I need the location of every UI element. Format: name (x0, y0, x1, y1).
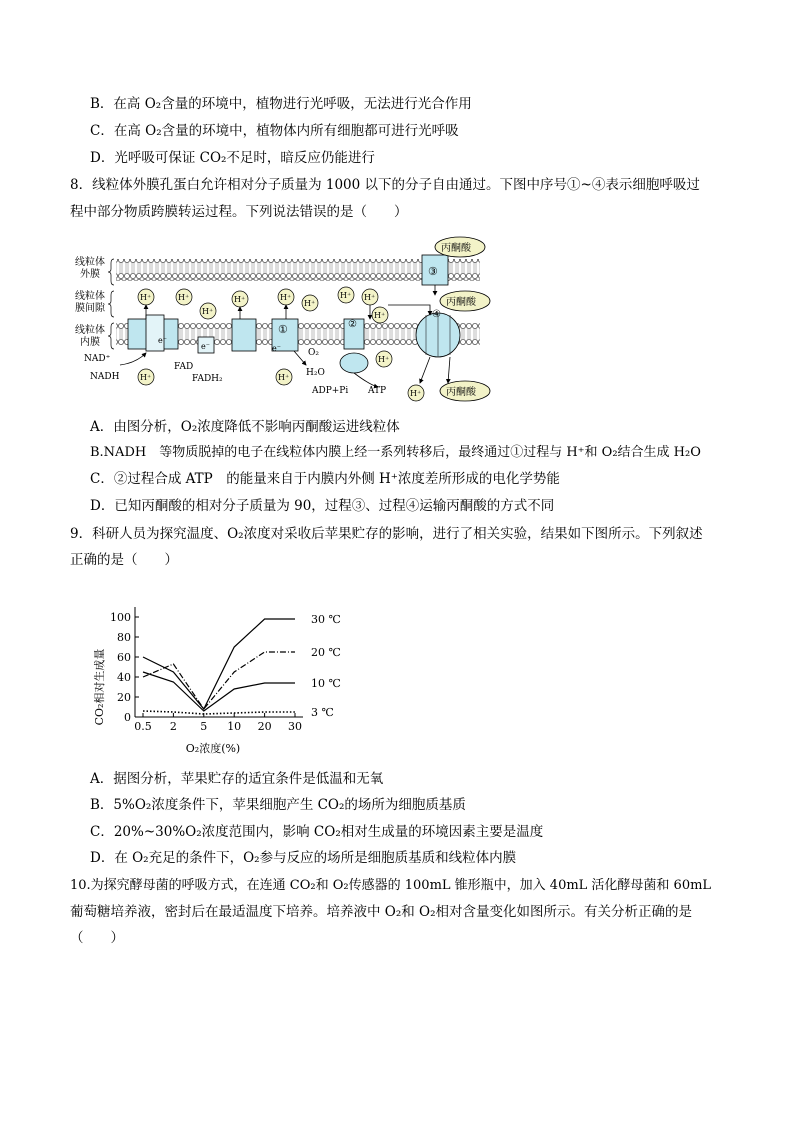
pyruvate-middle: 丙酮酸 (446, 297, 476, 308)
label-inner-membrane-2: 内膜 (80, 337, 100, 348)
series-line-3 (143, 711, 295, 714)
svg-text:H⁺: H⁺ (410, 389, 422, 398)
y-tick-label: 60 (117, 651, 131, 664)
co2-production-chart (85, 595, 345, 760)
series-label-2: 10 ℃ (311, 677, 341, 690)
q10-stem-line1: 10.为探究酵母菌的呼吸方式，在连通 CO₂和 O₂传感器的 100mL 锥形瓶中，加入 40mL 活化酵母菌和 60mL (70, 878, 712, 893)
label-intermembrane-2: 膜间隙 (75, 303, 105, 314)
q9-option-a: A．据图分析，苹果贮存的适宜条件是低温和无氧 (90, 771, 384, 787)
q9-option-b: B．5%O₂浓度条件下，苹果细胞产生 CO₂的场所为细胞质基质 (90, 797, 466, 813)
pyruvate-bottom: 丙酮酸 (446, 387, 476, 398)
label-inner-membrane-1: 线粒体 (75, 325, 105, 336)
complex-iii (232, 319, 256, 351)
svg-text:H⁺: H⁺ (234, 295, 246, 304)
svg-text:H₂O: H₂O (306, 368, 325, 378)
svg-text:e⁻: e⁻ (272, 344, 281, 353)
svg-text:e⁻: e⁻ (158, 336, 167, 345)
y-tick-label: 20 (117, 691, 131, 704)
q9-option-c: C．20%~30%O₂浓度范围内，影响 CO₂相对生成量的环境因素主要是温度 (90, 824, 544, 840)
series-label-3: 3 ℃ (311, 706, 334, 719)
svg-text:FADH₂: FADH₂ (192, 374, 223, 384)
label-4: ④ (432, 309, 441, 320)
q9-option-d: D．在 O₂充足的条件下，O₂参与反应的场所是细胞质基质和线粒体内膜 (90, 850, 517, 866)
label-intermembrane-1: 线粒体 (75, 291, 105, 302)
svg-text:ADP+Pi: ADP+Pi (312, 386, 349, 396)
svg-text:H⁺: H⁺ (140, 293, 152, 302)
chart-xlabel: O₂浓度(%) (185, 742, 241, 755)
q7-option-c: C．在高 O₂含量的环境中，植物体内所有细胞都可进行光呼吸 (90, 123, 459, 139)
label-outer-membrane-2: 外膜 (80, 269, 100, 280)
q9-stem-line1: 9．科研人员为探究温度、O₂浓度对采收后苹果贮存的影响，进行了相关实验，结果如下图所示。下列叙述 (70, 526, 703, 542)
svg-text:H⁺: H⁺ (364, 293, 376, 302)
svg-text:NADH: NADH (90, 372, 120, 382)
q10-stem-line3: （ ） (70, 930, 124, 946)
series-label-1: 20 ℃ (311, 646, 341, 659)
q9-stem-line2: 正确的是（ ） (70, 552, 178, 568)
q7-option-d: D．光呼吸可保证 CO₂不足时，暗反应仍能进行 (90, 150, 375, 166)
x-tick-label: 2 (169, 720, 177, 733)
svg-text:NAD⁺: NAD⁺ (84, 354, 111, 364)
q8-stem-line2: 程中部分物质跨膜转运过程。下列说法错误的是（ ） (70, 204, 408, 220)
svg-text:H⁺: H⁺ (140, 373, 152, 382)
x-tick-label: 20 (257, 720, 272, 733)
series-line-0 (143, 619, 295, 709)
label-outer-membrane-1: 线粒体 (75, 257, 105, 268)
pyruvate-top: 丙酮酸 (441, 243, 471, 254)
svg-text:H⁺: H⁺ (304, 299, 316, 308)
svg-text:H⁺: H⁺ (374, 311, 386, 320)
q8-option-a: A．由图分析，O₂浓度降低不影响丙酮酸运进线粒体 (90, 419, 400, 435)
mitochondria-membrane-diagram (70, 235, 500, 410)
q8-option-b: B.NADH 等物质脱掉的电子在线粒体内膜上经一系列转移后，最终通过①过程与 H⁺和 O₂结合生成 H₂O (90, 445, 701, 460)
series-label-0: 30 ℃ (311, 613, 341, 626)
svg-text:FAD: FAD (174, 362, 194, 372)
svg-text:H⁺: H⁺ (378, 355, 390, 364)
svg-text:H⁺: H⁺ (340, 291, 352, 300)
svg-text:H⁺: H⁺ (178, 293, 190, 302)
label-3: ③ (428, 265, 438, 278)
svg-text:O₂: O₂ (308, 348, 319, 358)
x-tick-label: 5 (200, 720, 208, 733)
x-tick-label: 30 (288, 720, 302, 733)
q10-stem-line2: 葡萄糖培养液，密封后在最适温度下培养。培养液中 O₂和 O₂相对含量变化如图所示。有关分析正确的是 (70, 904, 693, 920)
x-tick-label: 0.5 (134, 720, 152, 733)
q8-option-c: C．②过程合成 ATP 的能量来自于内膜内外侧 H⁺浓度差所形成的电化学势能 (90, 471, 560, 487)
svg-text:H⁺: H⁺ (280, 293, 292, 302)
y-tick-label: 40 (117, 671, 131, 684)
q8-stem-line1: 8．线粒体外膜孔蛋白允许相对分子质量为 1000 以下的分子自由通过。下图中序号①~④表示细胞呼吸过 (70, 177, 700, 193)
y-tick-label: 80 (117, 631, 131, 644)
y-tick-label: 100 (110, 611, 131, 624)
x-tick-label: 10 (227, 720, 242, 733)
label-2: ② (348, 319, 357, 330)
svg-text:e⁻: e⁻ (201, 342, 210, 351)
chart-ylabel: CO₂相对生成量 (93, 648, 106, 726)
label-1: ① (278, 323, 288, 336)
q7-option-b: B．在高 O₂含量的环境中，植物进行光呼吸，无法进行光合作用 (90, 96, 472, 112)
q8-option-d: D．已知丙酮酸的相对分子质量为 90，过程③、过程④运输丙酮酸的方式不同 (90, 498, 555, 514)
y-tick-label: 0 (124, 711, 131, 724)
svg-text:H⁺: H⁺ (202, 307, 214, 316)
svg-text:H⁺: H⁺ (278, 373, 290, 382)
svg-text:ATP: ATP (368, 386, 387, 396)
